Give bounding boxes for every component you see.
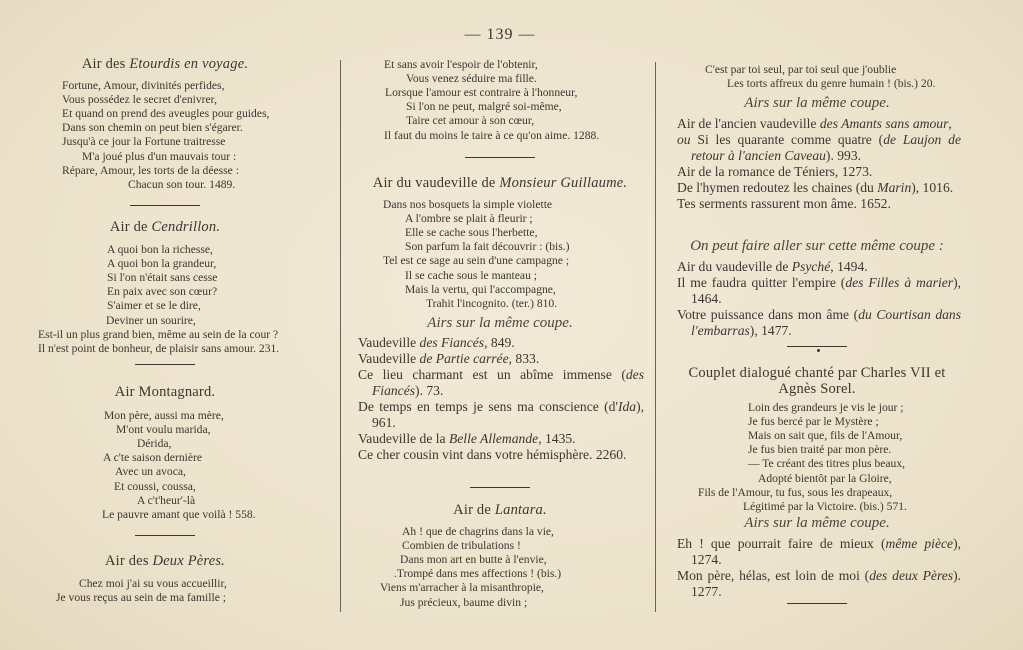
- text-segment: Air de: [453, 502, 495, 518]
- text-segment: ), 1274.: [691, 536, 961, 567]
- text-segment: de Laujon de retour à l'ancien Caveau: [691, 132, 961, 163]
- text-segment: ,: [948, 116, 952, 131]
- text-segment: Marin: [877, 180, 912, 195]
- tune-entry: [677, 132, 961, 164]
- section-heading: On peut faire aller sur cette même coupe :: [690, 238, 944, 254]
- tune-entry: [677, 307, 961, 339]
- text-segment: ), 961.: [372, 399, 644, 430]
- text-segment: ), 1477.: [749, 323, 792, 338]
- song-title: [373, 175, 627, 192]
- section-heading: Airs sur la même coupe.: [427, 315, 573, 331]
- column-rule: [655, 62, 656, 612]
- verse-line: Et coussi, coussa,: [114, 479, 196, 493]
- verse-line: S'aimer et se le dire,: [107, 299, 201, 313]
- verse-line: Tel est ce sage au sein d'une campagne ;: [383, 254, 570, 268]
- verse-line: A c't'heur'-là: [137, 493, 196, 507]
- verse-line: Si l'on ne peut, malgré soi-même,: [406, 100, 562, 114]
- text-segment: Vaudeville: [358, 335, 420, 350]
- text-segment: Etourdis en voyage.: [129, 56, 249, 72]
- verse-line: Lorsque l'amour est contraire à l'honneur,: [385, 86, 578, 100]
- text-segment: De temps en temps je sens ma conscience (d': [358, 399, 618, 414]
- text-segment: Votre puissance dans mon âme (: [677, 307, 859, 322]
- verse-line: Je vous reçus au sein de ma famille ;: [56, 591, 226, 605]
- verse-line: Je fus bercé par le Mystère ;: [748, 415, 879, 429]
- verse-line: A l'ombre se plait à fleurir ;: [405, 212, 533, 226]
- verse-line: Viens m'arracher à la misanthropie,: [380, 581, 544, 595]
- text-segment: des Filles à marier: [845, 275, 954, 290]
- verse-line: Il se cache sous le manteau ;: [405, 268, 537, 282]
- tune-entry: [358, 399, 644, 431]
- tune-entry: [677, 568, 961, 600]
- section-divider: [787, 346, 847, 347]
- text-segment: des Amants sans amour: [819, 116, 949, 131]
- verse-line: Vous possédez le secret d'enivrer,: [62, 93, 217, 107]
- song-title: [689, 365, 946, 382]
- verse-line: Son parfum la fait découvrir : (bis.): [405, 240, 570, 254]
- text-segment: Air des: [81, 56, 130, 72]
- verse-line: M'ont voulu marida,: [116, 423, 211, 437]
- text-segment: ). 993.: [825, 148, 862, 163]
- divider-ornament: [817, 349, 820, 352]
- text-segment: Deux Pères.: [152, 553, 226, 569]
- section-divider: [470, 487, 530, 488]
- text-segment: , 833.: [508, 351, 540, 366]
- verse-line: Elle se cache sous l'herbette,: [405, 226, 538, 240]
- verse-line: Dans nos bosquets la simple violette: [383, 198, 553, 211]
- song-title: [82, 56, 248, 73]
- verse-line: Est-il un plus grand bien, même au sein de la cour ?: [38, 327, 279, 341]
- verse-line: A quoi bon la richesse,: [107, 243, 213, 256]
- section-divider: [130, 205, 200, 206]
- section-divider: [135, 535, 195, 536]
- section-divider: [465, 157, 535, 158]
- verse-line: Mais on sait que, fils de l'Amour,: [748, 429, 903, 443]
- tune-list: [677, 259, 961, 339]
- song-title: [105, 553, 225, 570]
- text-segment: Lantara.: [494, 502, 547, 518]
- tune-entry: [677, 196, 961, 212]
- text-segment: Air de la romance de Téniers, 1273.: [677, 164, 873, 179]
- verse-line: Fortune, Amour, divinités perfides,: [62, 79, 225, 92]
- text-segment: Ida: [617, 399, 637, 414]
- tune-entry: [677, 275, 961, 307]
- text-segment: Ce lieu charmant est un abîme immense (: [358, 367, 626, 382]
- verse-line: .Trompé dans mes affections ! (bis.): [394, 567, 562, 581]
- tune-entry: [358, 335, 644, 351]
- section-divider: [135, 364, 195, 365]
- text-segment: des deux Pères: [869, 568, 954, 583]
- text-segment: ), 1016.: [911, 180, 954, 195]
- tune-entry: [677, 259, 961, 275]
- text-segment: Air Montagnard.: [114, 384, 216, 400]
- verse-line: Dérida,: [137, 437, 172, 451]
- verse-line: Et quand on prend des aveugles pour guides,: [62, 107, 270, 121]
- tune-list: [677, 116, 961, 212]
- tune-entry: [677, 116, 961, 132]
- song-title: [453, 502, 547, 519]
- verse-line: Jus précieux, baume divin ;: [400, 595, 528, 609]
- verse-line: Il n'est point de bonheur, de plaisir sans amour. 231.: [38, 341, 280, 355]
- tune-list: [677, 536, 961, 600]
- tune-entry: [677, 536, 961, 568]
- text-segment: des Fiancés: [372, 367, 644, 398]
- tune-entry: [677, 180, 961, 196]
- verse-line: Dans mon art en butte à l'envie,: [400, 553, 547, 567]
- text-segment: ou: [677, 132, 691, 147]
- text-segment: Air du vaudeville de: [677, 259, 792, 274]
- verse-line: En paix avec son cœur?: [107, 285, 218, 299]
- tune-entry: [358, 367, 644, 399]
- text-segment: Air de: [109, 219, 152, 235]
- text-segment: Air du vaudeville de: [372, 175, 500, 191]
- verse-line: Vous venez séduire ma fille.: [406, 72, 537, 86]
- verse-line: Répare, Amour, les torts de la déesse :: [62, 163, 239, 177]
- text-segment: ), 1464.: [691, 275, 961, 306]
- tune-entry: [677, 164, 961, 180]
- section-divider: [787, 603, 847, 604]
- section-heading: Airs sur la même coupe.: [744, 95, 890, 111]
- verse-line: Jusqu'à ce jour la Fortune traitresse: [62, 135, 226, 149]
- tune-entry: [358, 351, 644, 367]
- text-segment: Il me faudra quitter l'empire (: [677, 275, 846, 290]
- text-segment: Si les quarante comme quatre (: [690, 132, 884, 147]
- verse-line: Adopté bientôt par la Gloire,: [758, 471, 892, 485]
- text-segment: de Partie carrée: [419, 351, 509, 366]
- verse-line: A c'te saison dernière: [103, 451, 202, 465]
- verse-line: C'est par toi seul, par toi seul que j'oublie: [705, 63, 897, 76]
- song-title: [778, 381, 855, 398]
- text-segment: Agnès Sorel.: [778, 381, 856, 397]
- text-segment: Cendrillon.: [151, 219, 221, 235]
- text-segment: Vaudeville de la: [358, 431, 449, 446]
- text-segment: De l'hymen redoutez les chaines (du: [677, 180, 878, 195]
- verse-line: Loin des grandeurs je vis le jour ;: [748, 401, 904, 414]
- text-segment: Vaudeville: [358, 351, 420, 366]
- verse-line: — Te créant des titres plus beaux,: [748, 457, 906, 471]
- text-segment: , 1494.: [830, 259, 868, 274]
- verse-line: M'a joué plus d'un mauvais tour :: [82, 149, 237, 163]
- verse-line: Et sans avoir l'espoir de l'obtenir,: [384, 58, 538, 71]
- verse-line: Le pauvre amant que voilà ! 558.: [102, 507, 256, 521]
- text-segment: Tes serments rassurent mon âme. 1652.: [677, 196, 891, 211]
- verse-line: Légitimé par la Victoire. (bis.) 571.: [743, 499, 907, 513]
- text-segment: , 1435.: [538, 431, 576, 446]
- verse-line: Si l'on n'était sans cesse: [107, 271, 218, 285]
- text-segment: Monsieur Guillaume.: [499, 175, 628, 191]
- page-number: — 139 —: [464, 26, 536, 43]
- text-segment: Eh ! que pourrait faire de mieux (: [677, 536, 886, 551]
- verse-line: Avec un avoca,: [115, 465, 186, 479]
- verse-line: Ah ! que de chagrins dans la vie,: [402, 525, 554, 538]
- verse-line: Dans son chemin on peut bien s'égarer.: [62, 121, 243, 135]
- tune-entry: [358, 431, 644, 447]
- text-segment: Mon père, hélas, est loin de moi (: [677, 568, 870, 583]
- verse-line: Mon père, aussi ma mère,: [104, 409, 224, 422]
- text-segment: Ce cher cousin vint dans votre hémisphère. 2260.: [358, 447, 627, 462]
- song-title: [115, 384, 215, 401]
- verse-line: Combien de tribulations !: [402, 539, 521, 553]
- column-rule: [340, 60, 341, 612]
- verse-line: Chacun son tour. 1489.: [128, 177, 236, 191]
- verse-line: Trahit l'incognito. (ter.) 810.: [426, 296, 558, 310]
- text-segment: , 849.: [484, 335, 515, 350]
- text-segment: ). 73.: [415, 383, 444, 398]
- text-segment: Couplet dialogué chanté par Charles VII et: [688, 365, 946, 381]
- text-segment: même pièce: [885, 536, 954, 551]
- song-title: [110, 219, 220, 236]
- verse-line: A quoi bon la grandeur,: [107, 257, 217, 271]
- verse-line: Chez moi j'ai su vous accueillir,: [79, 577, 227, 590]
- text-segment: Air des: [104, 553, 153, 569]
- text-segment: des Fiancés: [419, 335, 485, 350]
- section-heading: Airs sur la même coupe.: [744, 515, 890, 531]
- text-segment: Psyché: [791, 259, 831, 274]
- text-segment: ). 1277.: [691, 568, 962, 599]
- verse-line: Mais la vertu, qui l'accompagne,: [405, 282, 556, 296]
- verse-line: Les torts affreux du genre humain ! (bis.) 20.: [727, 77, 936, 91]
- text-segment: du Courtisan dans l'embarras: [691, 307, 961, 338]
- verse-line: Il faut du moins le taire à ce qu'on aime. 1288.: [384, 128, 600, 142]
- text-segment: Belle Allemande: [448, 431, 539, 446]
- tune-list: [358, 335, 644, 463]
- verse-line: Taire cet amour à son cœur,: [406, 114, 535, 128]
- verse-line: Fils de l'Amour, tu fus, sous les drapeaux,: [698, 485, 893, 499]
- text-segment: Air de l'ancien vaudeville: [677, 116, 820, 131]
- verse-line: Deviner un sourire,: [106, 313, 196, 327]
- tune-entry: [358, 447, 644, 463]
- verse-line: Je fus bien traité par mon père.: [748, 443, 892, 457]
